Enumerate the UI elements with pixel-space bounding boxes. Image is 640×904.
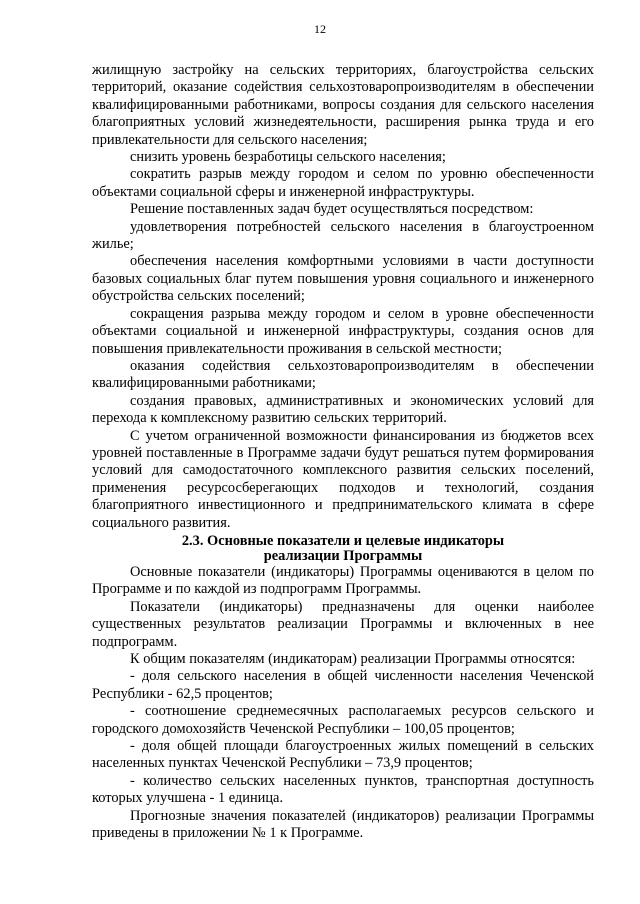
paragraph: С учетом ограниченной возможности финансирования из бюджетов всех уровней поставленные в Программе задачи будут решаться путем формирования условий для самодостаточного комплексного развития сельских поселений, применения ресурсосберегающих подходов и технологий, создания благоприятного инвестиционного и предпринимательского климата в сфере социального развития.	[92, 427, 594, 531]
section-heading-line2: реализации Программы	[263, 547, 423, 564]
paragraph: снизить уровень безработицы сельского населения;	[130, 149, 446, 166]
document-body	[92, 62, 594, 842]
section-heading	[92, 534, 594, 564]
paragraph: жилищную застройку на сельских территориях, благоустройства сельских территорий, оказание содействия сельхозтоваропроизводителям в обеспечении квалифицированными работниками, вопросы создания для сельского населения благоприятных условий жизнедеятельности, расширения рынка труда и его привлекательности для сельского населения;	[92, 62, 594, 148]
paragraph: сократить разрыв между городом и селом по уровню обеспеченности объектами социальной сферы и инженерной инфраструктуры.	[92, 166, 594, 200]
paragraph: Прогнозные значения показателей (индикаторов) реализации Программы приведены в приложении № 1 к Программе.	[92, 807, 594, 842]
page-number: 12	[314, 22, 326, 36]
list-item: - доля сельского населения в общей численности населения Чеченской Республики - 62,5 процентов;	[92, 668, 594, 702]
section-heading-line1: 2.3. Основные показатели и целевые индикаторы	[181, 532, 505, 549]
paragraph: оказания содействия сельхозтоваропроизводителям в обеспечении квалифицированными работниками;	[92, 357, 594, 392]
list-item: - соотношение среднемесячных располагаемых ресурсов сельского и городского домохозяйств Чеченской Республики – 100,05 процентов;	[92, 703, 594, 737]
paragraph: Решение поставленных задач будет осуществляться посредством:	[130, 201, 534, 218]
paragraph: Показатели (индикаторы) предназначены для оценки наиболее существенных результатов реализации Программы и включенных в нее подпрограмм.	[92, 598, 594, 650]
paragraph: удовлетворения потребностей сельского населения в благоустроенном жилье;	[92, 218, 594, 253]
paragraph: К общим показателям (индикаторам) реализации Программы относятся:	[130, 651, 576, 667]
list-item: - доля общей площади благоустроенных жилых помещений в сельских населенных пунктах Чеченской Республики – 73,9 процентов;	[92, 738, 594, 772]
paragraph: обеспечения населения комфортными условиями в части доступности базовых социальных благ путем повышения уровня социального и инженерного обустройства сельских поселений;	[92, 253, 594, 305]
list-item: - количество сельских населенных пунктов, транспортная доступность которых улучшена - 1 единица.	[92, 772, 594, 807]
paragraph: создания правовых, административных и экономических условий для перехода к комплексному развитию сельских территорий.	[92, 392, 594, 427]
paragraph: сокращения разрыва между городом и селом в уровне обеспеченности объектами социальной и инженерной инфраструктуры, создания основ для повышения привлекательности проживания в сельской местности;	[92, 305, 594, 357]
paragraph: Основные показатели (индикаторы) Программы оцениваются в целом по Программе и по каждой из подпрограмм Программы.	[92, 563, 594, 598]
